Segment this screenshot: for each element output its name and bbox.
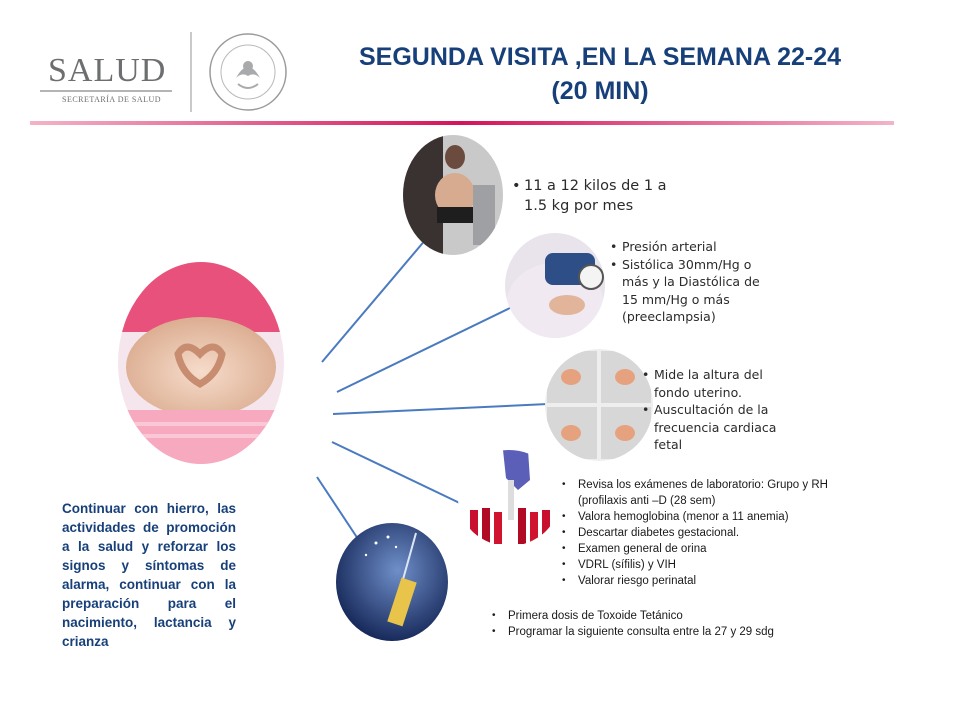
tetanus-list xyxy=(486,608,776,640)
list-item: • Programar la siguiente consulta entre la 27 y 29 sdg xyxy=(486,624,776,640)
list-item: • 11 a 12 kilos de 1 a 1.5 kg por mes xyxy=(510,176,670,216)
title-line-1: SEGUNDA VISITA ,EN LA SEMANA 22-24 xyxy=(358,43,842,71)
list-item: • Examen general de orina xyxy=(556,541,846,557)
list-item: • Primera dosis de Toxoide Tetánico xyxy=(486,608,776,624)
list-item: • Mide la altura del fondo uterino. xyxy=(640,366,800,401)
ultrasound-image xyxy=(545,349,653,461)
blood-pressure-image xyxy=(505,233,605,338)
list-item: • Descartar diabetes gestacional. xyxy=(556,525,846,541)
list-item: • Presión arterial xyxy=(608,238,778,256)
side-note: Continuar con hierro, las actividades de promoción a la salud y reforzar los signos y síntomas de alarma, continuar con la preparación para el nacimiento, lactancia y crianza xyxy=(62,501,236,649)
blood-pressure-list xyxy=(608,238,778,326)
pregnant-belly-heart-image xyxy=(118,262,284,464)
fundal-height-list xyxy=(640,366,800,454)
list-item: • Sistólica 30mm/Hg o más y la Diastólica de 15 mm/Hg o más (preeclampsia) xyxy=(608,256,778,326)
pregnant-woman-scale-image xyxy=(403,135,503,255)
list-item: • VDRL (sífilis) y VIH xyxy=(556,557,846,573)
list-item: • Valora hemoglobina (menor a 11 anemia) xyxy=(556,509,846,525)
title-line-2: (20 MIN) xyxy=(551,77,649,105)
list-item: • Auscultación de la frecuencia cardiaca fetal xyxy=(640,401,800,454)
weight-gain-list xyxy=(510,176,670,216)
list-item: • Valorar riesgo perinatal xyxy=(556,573,846,589)
lab-test-tubes-image xyxy=(458,450,560,546)
list-item: • Revisa los exámenes de laboratorio: Grupo y RH (profilaxis anti –D (28 sem) xyxy=(556,477,846,509)
vaccine-syringe-image xyxy=(336,523,448,641)
salud-logo-text: SALUD xyxy=(48,52,167,89)
logo-subtitle: SECRETARÍA DE SALUD xyxy=(62,95,162,104)
lab-exams-list xyxy=(556,477,846,589)
